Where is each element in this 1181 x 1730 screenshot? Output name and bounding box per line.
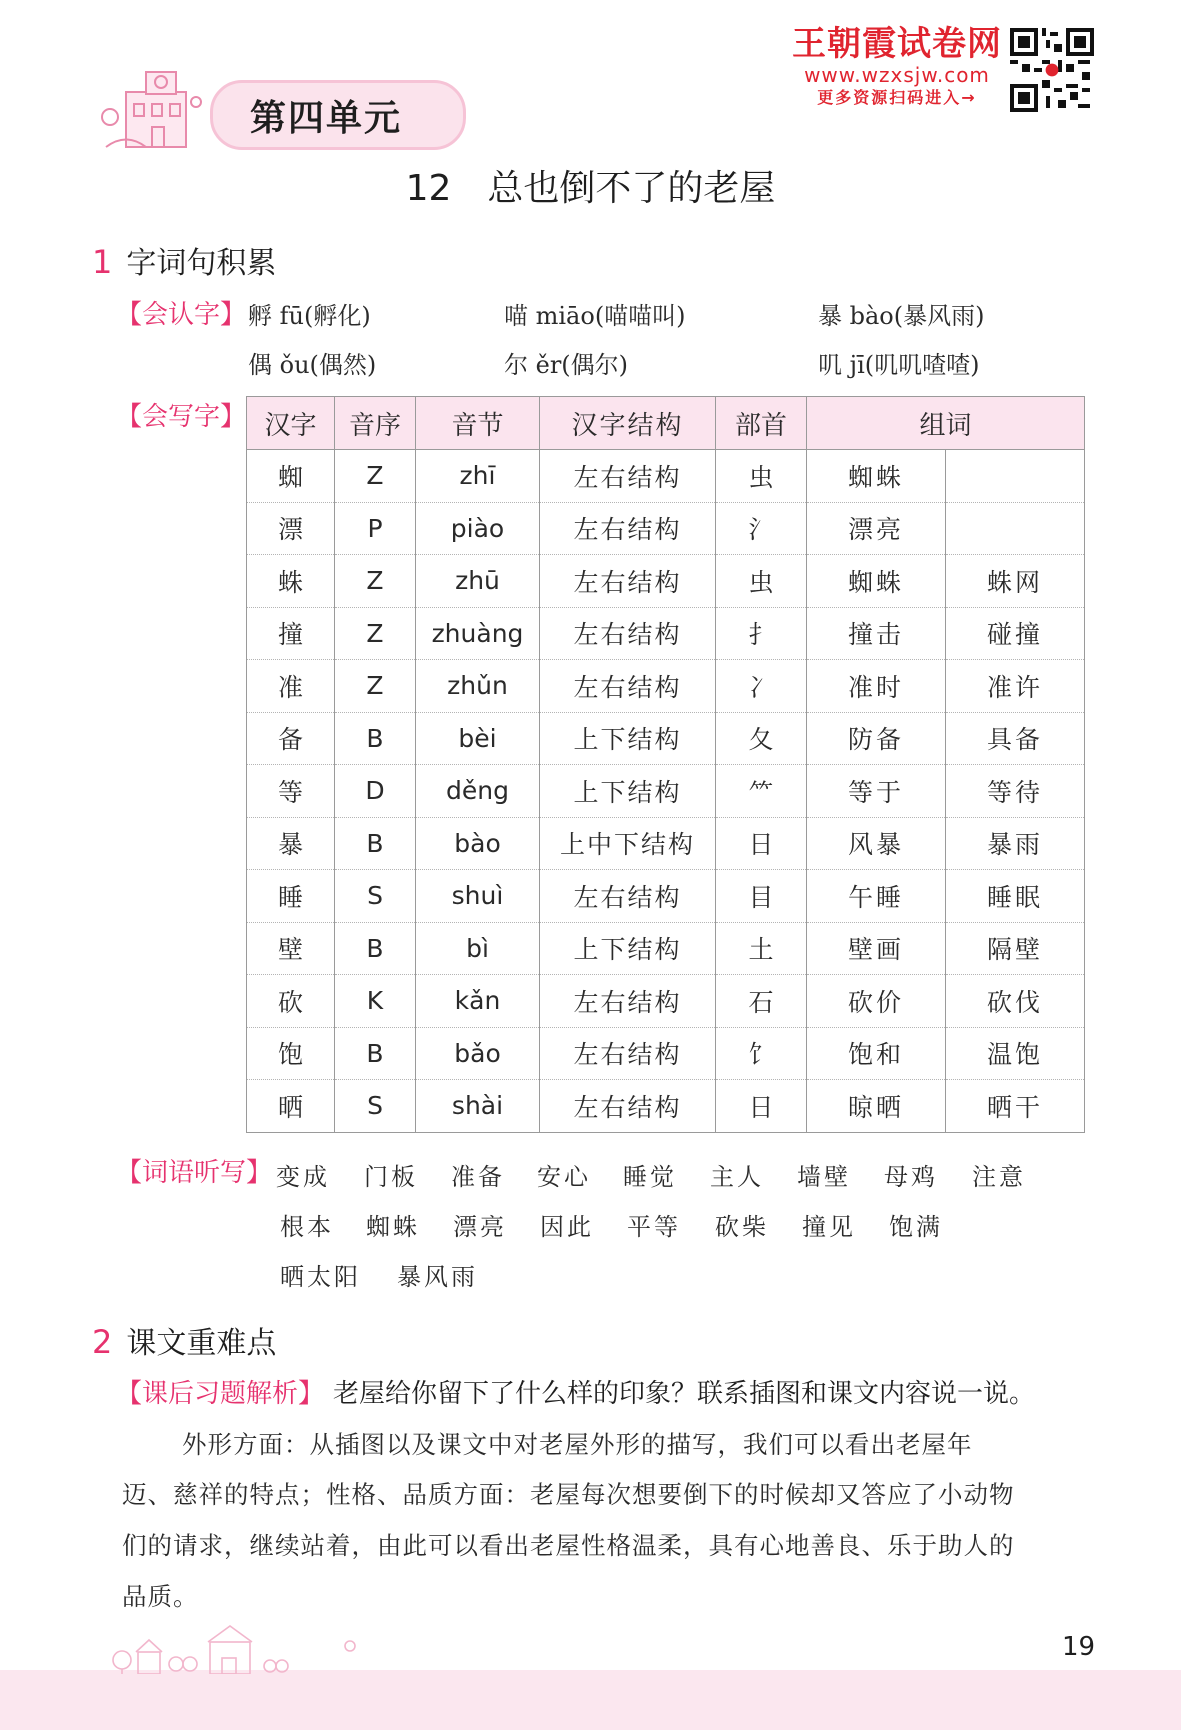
cell-hanzi: 砍 — [247, 975, 335, 1028]
cell-yinjie: shài — [416, 1080, 540, 1133]
cell-hanzi: 准 — [247, 660, 335, 713]
dictation-word: 母鸡 — [884, 1163, 938, 1191]
dictation-word: 注意 — [972, 1163, 1026, 1191]
unit-title: 第四单元 — [250, 98, 403, 139]
cell-word-1: 晾晒 — [807, 1080, 946, 1133]
cell-word-1: 壁画 — [807, 922, 946, 975]
cell-radical: 土 — [716, 922, 807, 975]
recognize-item: 偶 ǒu(偶然) — [248, 351, 377, 379]
cell-word-2 — [946, 502, 1085, 555]
section-number: 1 — [92, 243, 113, 281]
cell-yinxu: Z — [335, 660, 416, 713]
cell-yinjie: zhū — [416, 555, 540, 608]
section-1-heading — [92, 238, 276, 282]
cell-yinxu: D — [335, 765, 416, 818]
cell-structure: 上中下结构 — [540, 817, 716, 870]
cell-structure: 左右结构 — [540, 975, 716, 1028]
cell-yinxu: Z — [335, 450, 416, 503]
cell-yinxu: K — [335, 975, 416, 1028]
cell-hanzi: 壁 — [247, 922, 335, 975]
table-row — [247, 765, 1085, 818]
cell-hanzi: 蛛 — [247, 555, 335, 608]
cell-word-2: 暴雨 — [946, 817, 1085, 870]
recognize-tag: 【会认字】 — [116, 300, 247, 330]
table-header-row — [247, 397, 1085, 450]
brand-tip: 更多资源扫码进入→ — [817, 88, 977, 107]
cell-yinjie: bào — [416, 817, 540, 870]
dictation-tag: 【词语听写】 — [116, 1158, 273, 1188]
recognize-item: 孵 fū(孵化) — [248, 302, 371, 330]
cell-word-1: 饱和 — [807, 1027, 946, 1080]
cell-word-1: 等于 — [807, 765, 946, 818]
cell-yinjie: shuì — [416, 870, 540, 923]
cell-radical: 日 — [716, 817, 807, 870]
dictation-word: 墙壁 — [797, 1163, 851, 1191]
table-row — [247, 922, 1085, 975]
header-words: 组词 — [807, 397, 1085, 450]
cell-yinjie: zhī — [416, 450, 540, 503]
cell-yinjie: zhǔn — [416, 660, 540, 713]
dictation-word: 暴风雨 — [397, 1263, 478, 1291]
cell-yinxu: B — [335, 1027, 416, 1080]
cell-hanzi: 睡 — [247, 870, 335, 923]
cell-word-2: 等待 — [946, 765, 1085, 818]
table-row — [247, 450, 1085, 503]
table-row — [247, 975, 1085, 1028]
cell-word-2: 准许 — [946, 660, 1085, 713]
answer-line: 们的请求，继续站着，由此可以看出老屋性格温柔，具有心地善良、乐于助人的 — [122, 1531, 1015, 1560]
cell-structure: 上下结构 — [540, 922, 716, 975]
dictation-word: 饱满 — [889, 1213, 943, 1241]
cell-radical: 虫 — [716, 555, 807, 608]
table-row — [247, 817, 1085, 870]
write-characters-table — [246, 396, 1085, 1133]
dictation-word: 根本 — [280, 1213, 334, 1241]
cell-yinjie: kǎn — [416, 975, 540, 1028]
recognize-item: 暴 bào(暴风雨) — [818, 302, 985, 330]
cell-yinxu: P — [335, 502, 416, 555]
answer-line: 迈、慈祥的特点；性格、品质方面：老屋每次想要倒下的时候却又答应了小动物 — [122, 1480, 1015, 1509]
cell-word-2: 具备 — [946, 712, 1085, 765]
header-yinxu: 音序 — [335, 397, 416, 450]
cell-structure: 左右结构 — [540, 870, 716, 923]
cell-yinxu: S — [335, 870, 416, 923]
dictation-word: 门板 — [364, 1163, 418, 1191]
cell-word-1: 蜘蛛 — [807, 450, 946, 503]
cell-word-1: 防备 — [807, 712, 946, 765]
brand-name: 王朝霞试卷网 — [792, 24, 1002, 64]
brand-block — [792, 24, 1002, 110]
dictation-word: 平等 — [627, 1213, 681, 1241]
cell-yinxu: S — [335, 1080, 416, 1133]
header-yinjie: 音节 — [416, 397, 540, 450]
cell-structure: 左右结构 — [540, 1027, 716, 1080]
cell-word-2: 蛛网 — [946, 555, 1085, 608]
dictation-word: 撞见 — [802, 1213, 856, 1241]
cell-word-2: 温饱 — [946, 1027, 1085, 1080]
cell-structure: 左右结构 — [540, 555, 716, 608]
cell-hanzi: 漂 — [247, 502, 335, 555]
header-radical: 部首 — [716, 397, 807, 450]
cell-structure: 上下结构 — [540, 765, 716, 818]
cell-word-2: 碰撞 — [946, 607, 1085, 660]
cell-word-1: 蜘蛛 — [807, 555, 946, 608]
section-title: 课文重难点 — [126, 1326, 277, 1361]
cell-yinxu: Z — [335, 607, 416, 660]
cell-yinjie: zhuàng — [416, 607, 540, 660]
dictation-word: 睡觉 — [623, 1163, 677, 1191]
cell-yinxu: Z — [335, 555, 416, 608]
dictation-word: 晒太阳 — [280, 1263, 361, 1291]
cell-radical: 日 — [716, 1080, 807, 1133]
table-row — [247, 1080, 1085, 1133]
footer-town-illustration — [110, 1622, 370, 1674]
section-number: 2 — [92, 1323, 113, 1361]
cell-word-1: 砍价 — [807, 975, 946, 1028]
cell-yinjie: piào — [416, 502, 540, 555]
cell-structure: 左右结构 — [540, 1080, 716, 1133]
dictation-word: 变成 — [276, 1163, 330, 1191]
cell-radical: 虫 — [716, 450, 807, 503]
cell-word-2: 睡眠 — [946, 870, 1085, 923]
qr-code-icon[interactable] — [1010, 28, 1094, 112]
cell-structure: 左右结构 — [540, 607, 716, 660]
recognize-item: 喵 miāo(喵喵叫) — [504, 302, 686, 330]
cell-word-2: 晒干 — [946, 1080, 1085, 1133]
cell-word-2: 砍伐 — [946, 975, 1085, 1028]
table-row — [247, 1027, 1085, 1080]
dictation-word: 安心 — [537, 1163, 591, 1191]
cell-structure: 左右结构 — [540, 450, 716, 503]
table-row — [247, 660, 1085, 713]
lesson-title: 12 总也倒不了的老屋 — [405, 168, 776, 209]
cell-yinxu: B — [335, 922, 416, 975]
dictation-word: 蜘蛛 — [366, 1213, 420, 1241]
cell-word-1: 漂亮 — [807, 502, 946, 555]
dictation-word: 因此 — [540, 1213, 594, 1241]
cell-hanzi: 备 — [247, 712, 335, 765]
cell-radical: 氵 — [716, 502, 807, 555]
cell-word-1: 撞击 — [807, 607, 946, 660]
cell-hanzi: 蜘 — [247, 450, 335, 503]
answer-line: 品质。 — [122, 1582, 199, 1611]
cell-structure: 左右结构 — [540, 502, 716, 555]
table-row — [247, 555, 1085, 608]
cell-radical: 扌 — [716, 607, 807, 660]
table-row — [247, 502, 1085, 555]
recognize-item: 尔 ěr(偶尔) — [504, 351, 629, 379]
exercise-tag: 【课后习题解析】 — [116, 1379, 325, 1409]
dictation-word: 主人 — [710, 1163, 764, 1191]
cell-radical: 石 — [716, 975, 807, 1028]
cell-radical: 冫 — [716, 660, 807, 713]
cell-word-1: 午睡 — [807, 870, 946, 923]
header-structure: 汉字结构 — [540, 397, 716, 450]
dictation-word: 砍柴 — [715, 1213, 769, 1241]
cell-hanzi: 饱 — [247, 1027, 335, 1080]
cell-hanzi: 暴 — [247, 817, 335, 870]
cell-radical: 饣 — [716, 1027, 807, 1080]
page-number: 19 — [1062, 1632, 1096, 1662]
cell-word-2: 隔壁 — [946, 922, 1085, 975]
table-row — [247, 607, 1085, 660]
section-title: 字词句积累 — [126, 246, 277, 281]
cell-word-1: 风暴 — [807, 817, 946, 870]
cell-structure: 左右结构 — [540, 660, 716, 713]
header-hanzi: 汉字 — [247, 397, 335, 450]
cell-yinjie: bèi — [416, 712, 540, 765]
cell-radical: ⺮ — [716, 765, 807, 818]
cell-yinjie: děng — [416, 765, 540, 818]
cell-yinxu: B — [335, 817, 416, 870]
write-tag: 【会写字】 — [116, 402, 247, 432]
cell-word-1: 准时 — [807, 660, 946, 713]
cell-hanzi: 等 — [247, 765, 335, 818]
dictation-word: 漂亮 — [453, 1213, 507, 1241]
answer-line: 外形方面：从插图以及课文中对老屋外形的描写，我们可以看出老屋年 — [182, 1430, 973, 1459]
cell-yinjie: bǎo — [416, 1027, 540, 1080]
cell-yinxu: B — [335, 712, 416, 765]
brand-url[interactable]: www.wzxsjw.com — [804, 63, 990, 87]
cell-radical: 夂 — [716, 712, 807, 765]
cell-yinjie: bì — [416, 922, 540, 975]
table-row — [247, 870, 1085, 923]
cell-structure: 上下结构 — [540, 712, 716, 765]
cell-word-2 — [946, 450, 1085, 503]
footer-band — [0, 1670, 1181, 1730]
cell-hanzi: 晒 — [247, 1080, 335, 1133]
cell-radical: 目 — [716, 870, 807, 923]
exercise-question: 老屋给你留下了什么样的印象？联系插图和课文内容说一说。 — [333, 1379, 1036, 1409]
recognize-item: 叽 jī(叽叽喳喳) — [818, 351, 980, 379]
cell-hanzi: 撞 — [247, 607, 335, 660]
dictation-word: 准备 — [451, 1163, 505, 1191]
table-row — [247, 712, 1085, 765]
section-2-heading — [92, 1318, 276, 1362]
